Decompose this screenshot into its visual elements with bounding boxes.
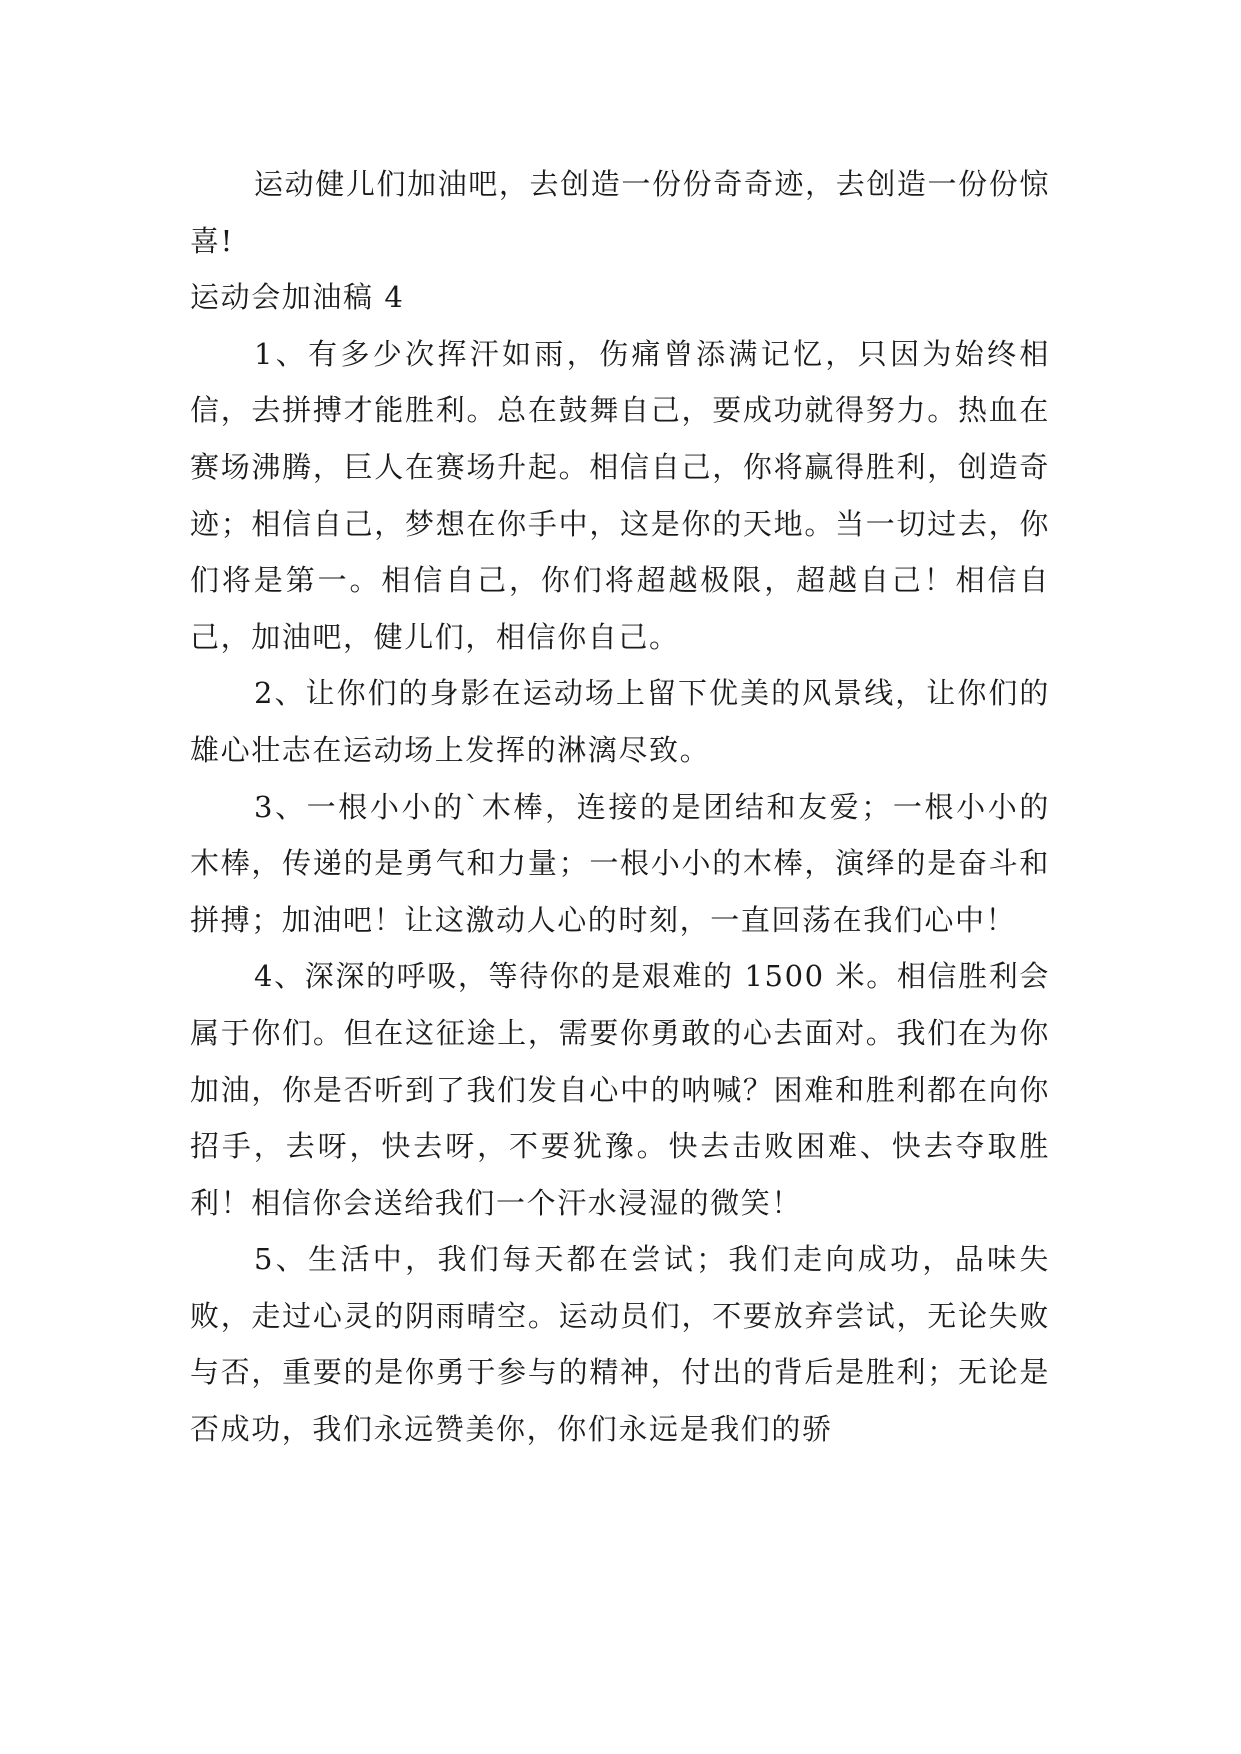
section-title: 运动会加油稿 4 (190, 280, 405, 315)
list-item-3: 3、一根小小的`木棒，连接的是团结和友爱；一根小小的木棒，传递的是勇气和力量；一根小小的木棒，演绎的是奋斗和拼搏；加油吧！让这激动人心的时刻，一直回荡在我们心中！ (190, 789, 1050, 937)
list-item-5: 5、生活中，我们每天都在尝试；我们走向成功，品味失败，走过心灵的阴雨晴空。运动员们，不要放弃尝试，无论失败与否，重要的是你勇于参与的精神，付出的背后是胜利；无论是否成功，我们永远赞美你，你们永远是我们的骄 (190, 1242, 1050, 1447)
list-item-4: 4、深深的呼吸，等待你的是艰难的 1500 米。相信胜利会属于你们。但在这征途上，需要你勇敢的心去面对。我们在为你加油，你是否听到了我们发自心中的呐喊？困难和胜利都在向你招手，去呀，快去呀，不要犹豫。快去击败困难、快去夺取胜利！相信你会送给我们一个汗水浸湿的微笑！ (190, 959, 1050, 1220)
intro-paragraph: 运动健儿们加油吧，去创造一份份奇奇迹，去创造一份份惊喜! (190, 167, 1050, 258)
list-item-1: 1、有多少次挥汗如雨，伤痛曾添满记忆，只因为始终相信，去拼搏才能胜利。总在鼓舞自己，要成功就得努力。热血在赛场沸腾，巨人在赛场升起。相信自己，你将赢得胜利，创造奇迹；相信自己，梦想在你手中，这是你的天地。当一切过去，你们将是第一。相信自己，你们将超越极限，超越自己！相信自己，加油吧，健儿们，相信你自己。 (190, 336, 1050, 654)
document-body (190, 156, 1050, 1458)
list-item-2: 2、让你们的身影在运动场上留下优美的风景线，让你们的雄心壮志在运动场上发挥的淋漓尽致。 (190, 676, 1050, 767)
